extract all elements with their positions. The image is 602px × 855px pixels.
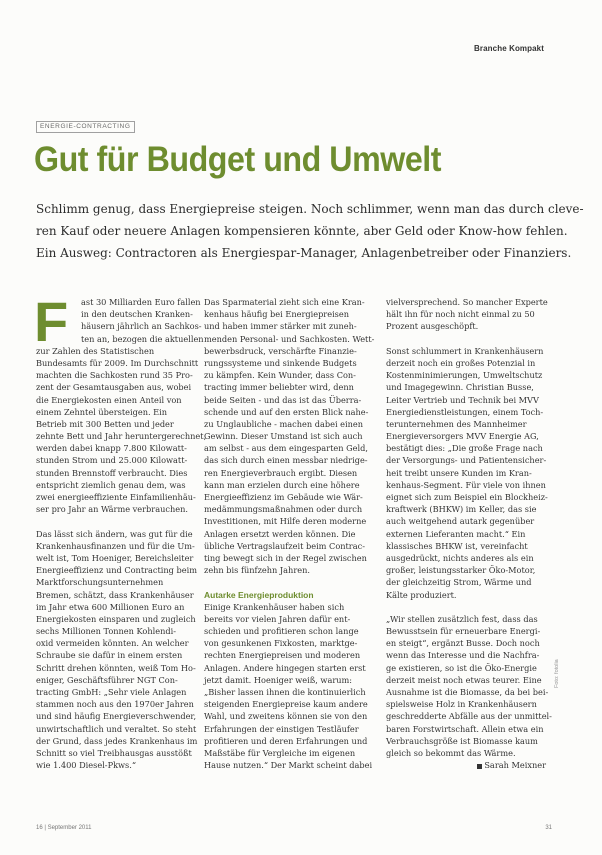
text-line: ting bewegt sich in der Regel zwischen xyxy=(204,552,367,563)
drop-cap: F xyxy=(34,290,69,353)
text-line: Einige Krankenhäuser haben sich xyxy=(204,601,345,612)
text-line: am selbst - aus dem eingesparten Geld, xyxy=(204,443,368,454)
text-line: einem Zehntel übersteigen. Ein xyxy=(36,406,168,417)
text-line: Prozent ausgeschöpft. xyxy=(386,321,479,332)
text-line: ten an, bezogen die aktuellen xyxy=(81,333,204,344)
text-line: und haben immer stärker mit zuneh- xyxy=(204,321,357,332)
text-line: Energiekosten einsparen und zugleich xyxy=(36,613,196,624)
text-line: Energieeffizienz im Gebäude wie Wär- xyxy=(204,492,363,502)
text-line: Kälte produziert. xyxy=(386,589,457,600)
article-title: Gut für Budget und Umwelt xyxy=(34,140,442,179)
text-line: „Bisher lassen ihnen die kontinuierlich xyxy=(204,687,366,697)
column-1 xyxy=(34,290,207,771)
text-line: terunternehmen des Mannheimer xyxy=(386,418,527,429)
text-line: rechten Energiepreisen und moderen xyxy=(204,650,361,661)
text-line: häusern jährlich an Sachkos- xyxy=(81,321,202,332)
text-line: schieden und profitieren schon lange xyxy=(204,626,359,637)
text-line: ge existieren, so ist die Öko-Energie xyxy=(386,662,537,673)
text-line: Hause nutzen.“ Der Markt scheint dabei xyxy=(204,760,373,771)
column-2 xyxy=(204,296,375,771)
column-3 xyxy=(386,296,552,771)
text-line: Schritt drehen könnten, weiß Tom Ho- xyxy=(36,662,196,673)
lead-line: Ein Ausweg: Contractoren als Energiespar-Manager, Anlagenbetreiber oder Finanziers. xyxy=(36,246,572,260)
lead-line: ren Kauf oder neuere Anlagen kompensieren könnte, aber Geld oder Know-how fehlen. xyxy=(36,224,568,238)
text-line: en steigt“, ergänzt Busse. Doch noch xyxy=(386,638,540,649)
text-line: Anlagen ersetzt werden können. Die xyxy=(204,528,356,539)
article-lead xyxy=(36,198,584,264)
text-line: stunden Brennstoff verbraucht. Dies xyxy=(36,467,188,478)
text-line: bestätigt dies: „Die große Frage nach xyxy=(386,443,543,454)
text-line: kenhaus-Segment. Für viele von ihnen xyxy=(386,479,546,490)
text-line: von gesunkenen Fixkosten, marktge- xyxy=(204,638,358,649)
text-line: ast 30 Milliarden Euro fallen xyxy=(81,297,201,307)
text-line: zehn bis fünfzehn Jahren. xyxy=(204,565,310,576)
footer-issue: 16 | September 2011 xyxy=(36,825,92,831)
text-line: kenhaus häufig bei Energiepreisen xyxy=(204,309,350,320)
section-tag: Branche Kompakt xyxy=(474,44,544,53)
text-line: großer, leistungsstarker Öko-Motor, xyxy=(386,565,536,576)
text-line: stammen noch aus den 1970er Jahren xyxy=(36,699,194,710)
end-mark-icon xyxy=(477,764,482,769)
text-line: kraftwerk (BHKW) im Keller, das sie xyxy=(386,504,537,515)
text-line: gleich so bekommt das Wärme. xyxy=(386,747,516,758)
text-line: beide Seiten - und das ist das Überra- xyxy=(204,394,362,405)
text-line: welt ist, Tom Hoeniger, Bereichsleiter xyxy=(36,552,194,563)
text-line: zent der Gesamtausgaben aus, wobei xyxy=(36,382,192,393)
text-line: ser pro Jahr an Wärme verbrauchen. xyxy=(36,504,188,515)
text-line: tracting GmbH: „Sehr viele Anlagen xyxy=(36,687,187,697)
text-line: zwei energieeffiziente Einfamilienhäu- xyxy=(36,492,196,502)
text-line: Bundesamts für 2009. Im Durchschnitt xyxy=(36,357,199,368)
text-line: Leiter Vertrieb und Technik bei MVV xyxy=(386,394,539,405)
author-name: Sarah Meixner xyxy=(484,760,546,771)
text-line: Das lässt sich ändern, was gut für die xyxy=(36,528,193,539)
text-line: und sind häufig Energieverschwender, xyxy=(36,711,197,722)
text-line: der gleichzeitig Strom, Wärme und xyxy=(386,577,532,588)
text-line: medämmungsmaßnahmen oder durch xyxy=(204,504,363,515)
text-line: spielsweise Holz in Krankenhäusern xyxy=(386,699,537,710)
text-line: der Grund, dass jedes Krankenhaus im xyxy=(36,735,198,746)
text-line: werden dabei knapp 7.800 Kilowatt- xyxy=(36,443,187,454)
text-line: zu kämpfen. Kein Wunder, dass Con- xyxy=(204,370,356,381)
text-line: Sonst schlummert in Krankenhäusern xyxy=(386,345,544,356)
subheading: Autarke Energieproduktion xyxy=(204,589,314,600)
text-line: Energieversorgers MVV Energie AG, xyxy=(386,431,539,442)
text-line: tracting immer beliebter wird, denn xyxy=(204,382,354,393)
photo-credit: Foto: fotolia xyxy=(554,659,560,688)
text-line: vielversprechend. So mancher Experte xyxy=(386,297,548,307)
text-line: die Energiekosten einen Anteil von xyxy=(36,394,182,405)
text-line: Das Sparmaterial zieht sich eine Kran- xyxy=(204,297,365,307)
text-line: Energiedienstleistungen, einem Toch- xyxy=(386,406,544,417)
text-line: rungssysteme und sinkende Budgets xyxy=(204,357,357,368)
text-line: externen Lieferanten macht.“ Ein xyxy=(386,528,526,539)
text-line: klassisches BHKW ist, vereinfacht xyxy=(386,540,528,551)
text-line: heit treibt unsere Kunden im Kran- xyxy=(386,467,532,478)
text-line: und Imagegewinn. Christian Busse, xyxy=(386,382,534,393)
text-line: Wahl, und zweitens können sie von den xyxy=(204,711,368,722)
text-line: derzeit meist noch etwas teurer. Eine xyxy=(386,674,542,685)
text-line: stunden Strom und 25.000 Kilowatt- xyxy=(36,455,188,466)
text-line: Betrieb mit 300 Betten und jeder xyxy=(36,418,174,429)
text-line: Energieeffizienz und Contracting beim xyxy=(36,565,197,576)
text-line: machten die Sachkosten rund 35 Pro- xyxy=(36,370,193,381)
text-line: Kostenminimierungen, Umweltschutz xyxy=(386,370,543,381)
text-line: Krankenhausfinanzen und für die Um- xyxy=(36,540,195,551)
text-line: das sich durch einen messbar niedrige- xyxy=(204,455,368,466)
text-line: auch weitgehend autark gegenüber xyxy=(386,516,535,527)
text-line: derzeit noch ein großes Potenzial in xyxy=(386,357,536,368)
text-line: bewerbsdruck, verschärfte Finanzie- xyxy=(204,345,357,356)
text-line: geschredderte Abfälle aus der unmittel- xyxy=(386,711,552,722)
text-line: jetzt damit. Hoeniger weiß, warum: xyxy=(204,674,353,685)
text-line: menden Personal- und Sachkosten. Wett- xyxy=(204,333,375,344)
page-number: 31 xyxy=(545,825,552,831)
author-byline xyxy=(386,759,546,771)
text-line: Bewusstsein für erneuerbare Energi- xyxy=(386,626,541,637)
text-line: zehnte Bett und Jahr heruntergerechnet, xyxy=(36,431,207,442)
article-kicker: ENERGIE-CONTRACTING xyxy=(36,121,135,133)
text-line: ausgedrückt, nichts anderes als ein xyxy=(386,552,534,563)
text-line: Schraube sie dafür in einem ersten xyxy=(36,650,183,661)
text-line: „Wir stellen zusätzlich fest, dass das xyxy=(386,613,538,624)
text-line: Maßstäbe für Vergleiche im eigenen xyxy=(204,747,356,758)
text-line: baren Forstwirtschaft. Allein etwa ein xyxy=(386,723,544,734)
text-line: Gewinn. Dieser Umstand ist sich auch xyxy=(204,431,363,442)
text-line: sechs Millionen Tonnen Kohlendi- xyxy=(36,626,176,637)
text-line: bereits vor vielen Jahren dafür ent- xyxy=(204,613,351,624)
text-line: Anlagen. Andere hingegen starten erst xyxy=(204,662,366,673)
text-line: zu Unglaubliche - machen dabei einen xyxy=(204,418,364,429)
text-line: in den deutschen Kranken- xyxy=(81,309,193,320)
text-line: profitieren und deren Erfahrungen und xyxy=(204,735,368,746)
text-line: der Versorgungs- und Patientensicher- xyxy=(386,455,547,466)
text-line: eignet sich zum Beispiel ein Blockheiz- xyxy=(386,492,548,502)
text-line: Bremen, schätzt, dass Krankenhäuser xyxy=(36,589,194,600)
text-line: Verbrauchsgröße ist Biomasse kaum xyxy=(386,735,538,746)
text-line: hält ihn für noch nicht einmal zu 50 xyxy=(386,309,535,320)
text-line: Marktforschungsunternehmen xyxy=(36,577,164,588)
text-line: wie 1.400 Diesel-Pkws.“ xyxy=(36,760,137,771)
text-line: schende und auf den ersten Blick nahe- xyxy=(204,406,369,417)
text-line: kann man erzielen durch eine höhere xyxy=(204,479,360,490)
text-line: übliche Vertragslaufzeit beim Contrac- xyxy=(204,540,365,551)
text-line: Ausnahme ist die Biomasse, da bei bei- xyxy=(386,687,549,697)
text-line: Erfahrungen der einstigen Testläufer xyxy=(204,723,359,734)
text-line: wenn das Interesse und die Nachfra- xyxy=(386,650,540,661)
text-line: eniger, Geschäftsführer NGT Con- xyxy=(36,674,178,685)
text-line: unwirtschaftlich und veraltet. So steht xyxy=(36,723,197,734)
text-line: oxid vermeiden könnten. An welcher xyxy=(36,638,189,649)
lead-line: Schlimm genug, dass Energiepreise steigen. Noch schlimmer, wenn man das durch cleve- xyxy=(36,202,584,216)
text-line: steigenden Energiepreise kaum andere xyxy=(204,699,368,710)
text-line: im Jahr etwa 600 Millionen Euro an xyxy=(36,601,185,612)
text-line: entspricht ziemlich genau dem, was xyxy=(36,479,186,490)
text-line: Investitionen, mit Hilfe deren moderne xyxy=(204,516,367,527)
text-line: ren Energieverbrauch ergibt. Diesen xyxy=(204,467,358,478)
text-line: Schnitt so viel Treibhausgas ausstößt xyxy=(36,747,192,758)
text-line: zur Zahlen des Statistischen xyxy=(36,345,155,356)
